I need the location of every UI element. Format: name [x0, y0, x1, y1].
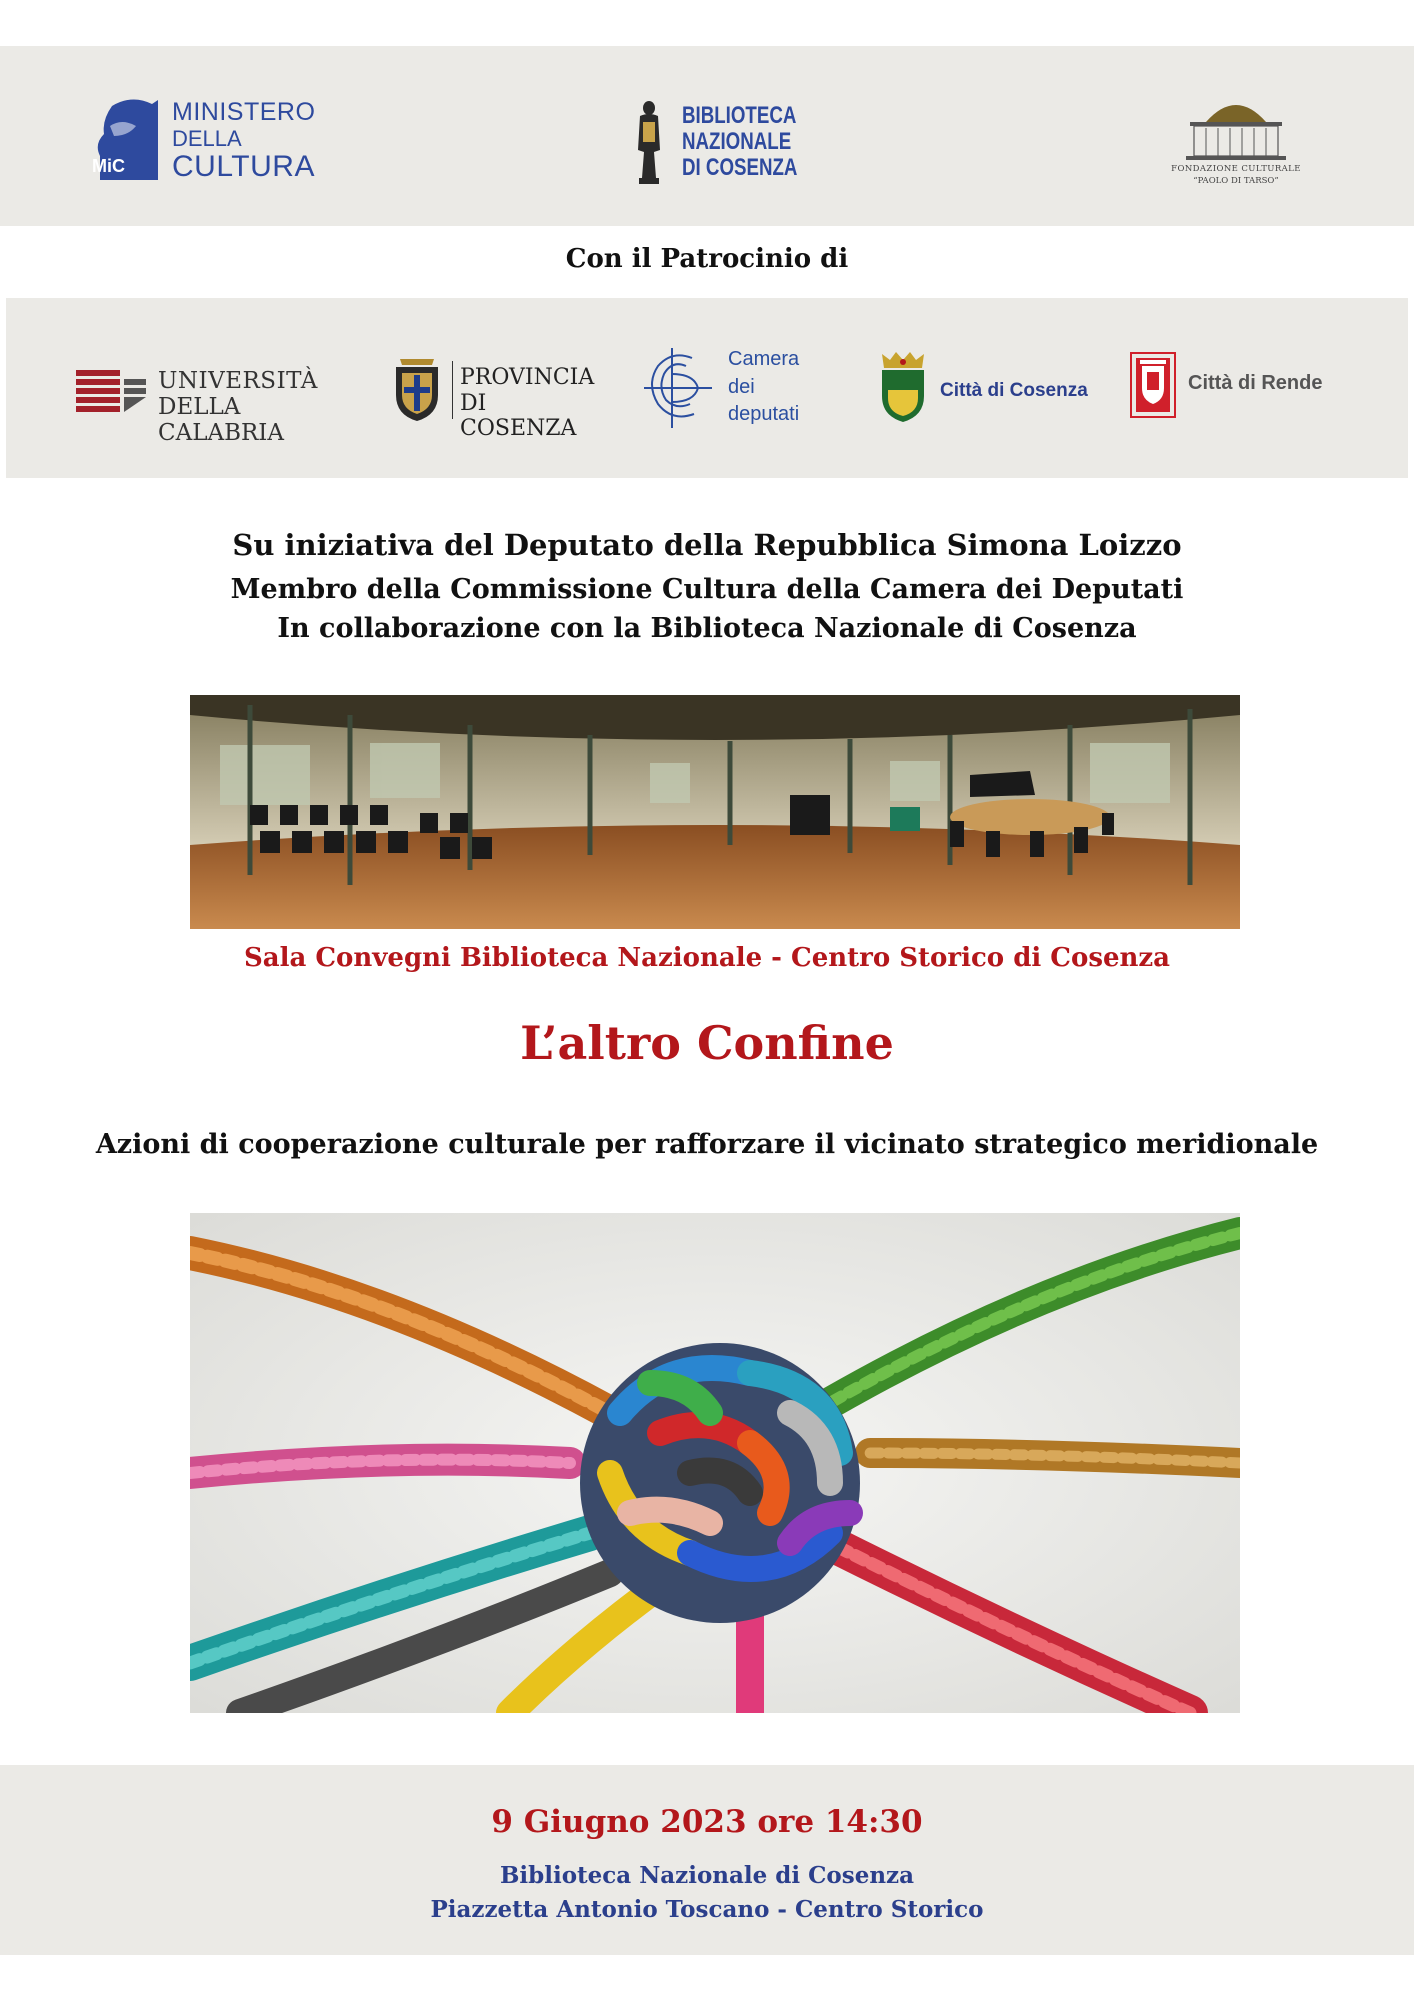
rende-crest-icon: [1130, 352, 1176, 418]
camera-monogram-icon: [642, 344, 714, 430]
camera-deputati-logo: [642, 344, 822, 434]
event-place-line2: Piazzetta Antonio Toscano - Centro Storico: [430, 1896, 984, 1923]
camera-line1: Camera: [728, 348, 800, 370]
citta-rende-logo: [1130, 352, 1350, 422]
camera-line2: dei: [728, 376, 755, 398]
patrocinio-heading: Con il Patrocinio di: [565, 244, 849, 274]
mic-mark: MiC: [92, 156, 125, 176]
event-details-band: [0, 1765, 1414, 1955]
camera-line3: deputati: [728, 403, 800, 425]
ministero-line2: DELLA: [172, 126, 242, 151]
ministero-line1: MINISTERO: [172, 98, 316, 126]
provincia-crest-icon: [390, 355, 444, 423]
biblioteca-line3: DI COSENZA: [682, 154, 798, 181]
fondazione-paolo-di-tarso-logo: [1160, 92, 1310, 192]
cosenza-crest-icon: [874, 350, 932, 424]
unical-line1: UNIVERSITÀ: [158, 368, 318, 394]
initiative-line2: Membro della Commissione Cultura della Camera dei Deputati: [230, 574, 1184, 605]
initiative-line1: Su iniziativa del Deputato della Repubblica Simona Loizzo: [232, 528, 1182, 562]
unical-line2: DELLA CALABRIA: [158, 394, 285, 446]
biblioteca-line1: BIBLIOTECA: [682, 102, 797, 129]
dome-building-icon: [1176, 92, 1296, 162]
rope-knot-image: [190, 1213, 1240, 1713]
fondazione-line1: FONDAZIONE CULTURALE: [1171, 164, 1301, 174]
provincia-line1: PROVINCIA: [460, 365, 595, 390]
unical-logo: [76, 360, 356, 446]
sala-convegni-photo: [190, 695, 1240, 929]
rende-label: Città di Rende: [1188, 372, 1323, 394]
event-title: L’altro Confine: [520, 1016, 894, 1070]
venue-photo-caption: Sala Convegni Biblioteca Nazionale - Centro Storico di Cosenza: [243, 943, 1171, 973]
biblioteca-nazionale-logo: [634, 100, 834, 184]
initiative-line3: In collaborazione con la Biblioteca Nazionale di Cosenza: [277, 613, 1137, 644]
event-date: 9 Giugno 2023 ore 14:30: [491, 1804, 923, 1840]
event-subtitle: Azioni di cooperazione culturale per rafforzare il vicinato strategico meridionale: [95, 1129, 1319, 1160]
ministero-line3: CULTURA: [172, 150, 315, 183]
biblioteca-line2: NAZIONALE: [682, 128, 792, 155]
cosenza-label: Città di Cosenza: [940, 380, 1088, 401]
event-place-line1: Biblioteca Nazionale di Cosenza: [499, 1862, 915, 1889]
citta-cosenza-logo: [874, 350, 1094, 426]
fondazione-line2: “PAOLO DI TARSO”: [1193, 176, 1279, 186]
statue-icon: [634, 100, 664, 184]
unical-bars-icon: [76, 370, 148, 414]
provincia-line2: DI COSENZA: [460, 391, 577, 441]
provincia-cosenza-logo: [390, 355, 600, 441]
ministero-cultura-logo: [92, 96, 332, 186]
